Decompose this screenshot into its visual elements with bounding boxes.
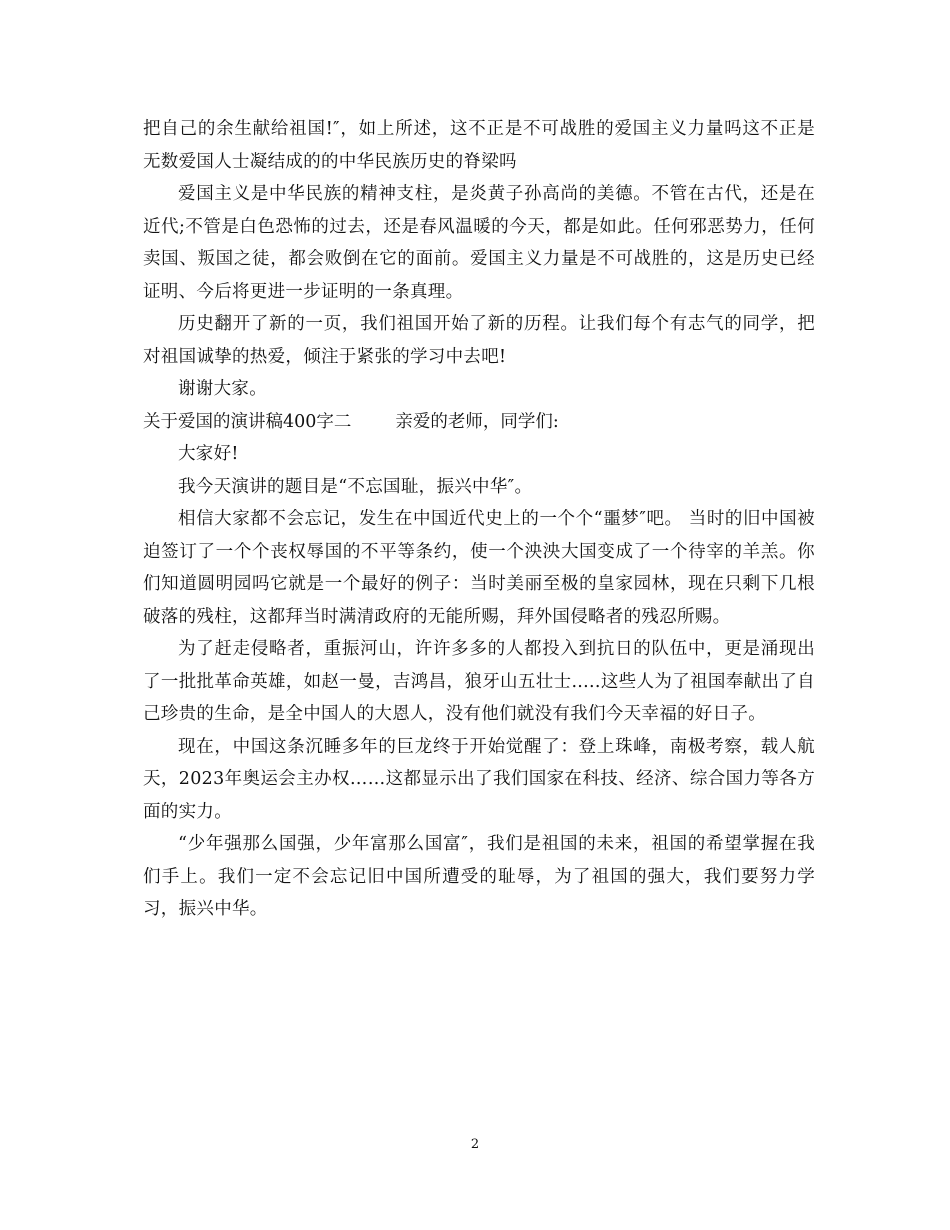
page-number: 2 bbox=[470, 1137, 480, 1152]
paragraph: 爱国主义是中华民族的精神支柱，是炎黄子孙高尚的美德。不管在古代，还是在近代;不管是白色恐怖的过去，还是春风温暖的今天，都是如此。任何邪恶势力，任何卖国、叛国之徒，都会败倒在它的面前。爱国主义力量是不可战胜的，这是历史已经证明、今后将更进一步证明的一条真理。 bbox=[143, 184, 815, 302]
section-heading-line bbox=[143, 406, 815, 439]
section-heading: 关于爱国的演讲稿400字二 bbox=[143, 411, 352, 432]
paragraph: 历史翻开了新的一页，我们祖国开始了新的历程。让我们每个有志气的同学，把对祖国诚挚的热爱，倾注于紧张的学习中去吧! bbox=[143, 314, 815, 367]
paragraph: “少年强那么国强，少年富那么国富″，我们是祖国的未来，祖国的希望掌握在我们手上。我们一定不会忘记旧中国所遭受的耻辱，为了祖国的强大，我们要努力学习，振兴中华。 bbox=[143, 834, 815, 919]
document-body bbox=[143, 113, 815, 926]
paragraph: 为了赶走侵略者，重振河山，许许多多的人都投入到抗日的队伍中，更是涌现出了一批批革命英雄，如赵一曼，吉鸿昌，狼牙山五壮士.....这些人为了祖国奉献出了自己珍贵的生命，是全中国人的大恩人，没有他们就没有我们今天幸福的好日子。 bbox=[143, 639, 815, 724]
paragraph: 相信大家都不会忘记，发生在中国近代史上的一个个“噩梦″吧。 当时的旧中国被迫签订了一个个丧权辱国的不平等条约，使一个泱泱大国变成了一个待宰的羊羔。你们知道圆明园吗它就是一个最好的例子：当时美丽至极的皇家园林，现在只剩下几根破落的残柱，这都拜当时满清政府的无能所赐，拜外国侵略者的残忍所赐。 bbox=[143, 509, 815, 627]
paragraph: 谢谢大家。 bbox=[178, 379, 267, 399]
salutation: 亲爱的老师，同学们: bbox=[395, 411, 559, 432]
paragraph: 现在，中国这条沉睡多年的巨龙终于开始觉醒了：登上珠峰，南极考察，载人航天，2023年奥运会主办权……这都显示出了我们国家在科技、经济、综合国力等各方面的实力。 bbox=[143, 736, 815, 822]
paragraph: 大家好! bbox=[178, 444, 239, 464]
paragraph: 我今天演讲的题目是“不忘国耻，振兴中华″。 bbox=[178, 476, 533, 497]
paragraph: 把自己的余生献给祖国!″，如上所述，这不正是不可战胜的爱国主义力量吗这不正是无数爱国人士凝结成的的中华民族历史的脊梁吗 bbox=[143, 119, 815, 172]
